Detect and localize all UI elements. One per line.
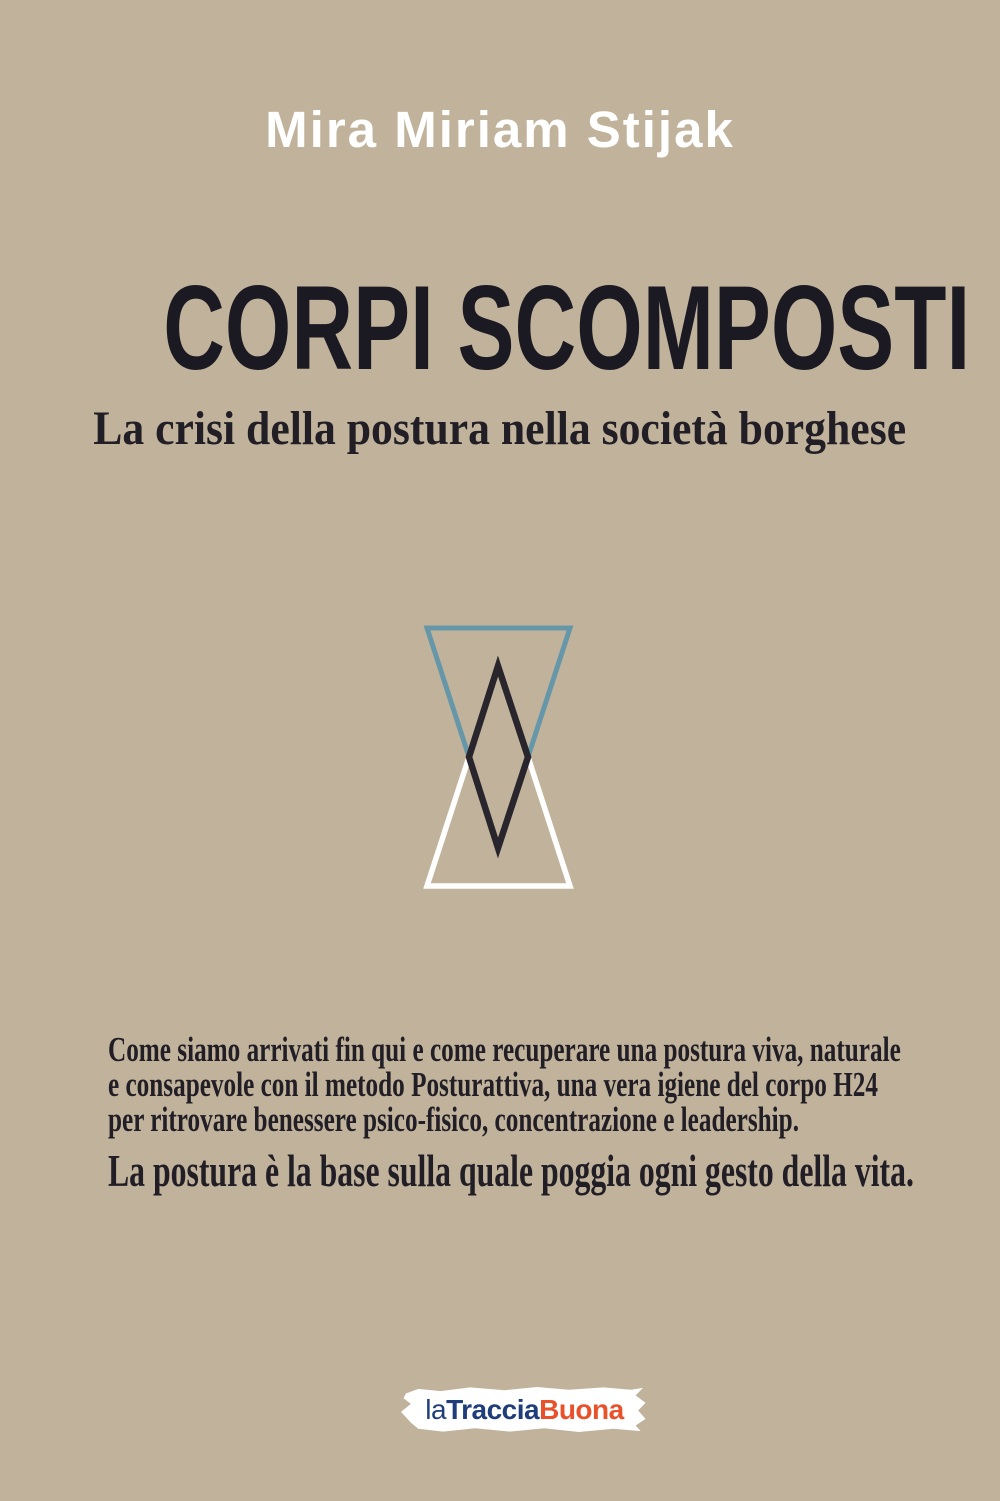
description-line: per ritrovare benessere psico-fisico, concentrazione e leadership. bbox=[108, 1100, 799, 1139]
publisher-name bbox=[401, 1386, 648, 1433]
publisher-name-buona: Buona bbox=[539, 1393, 624, 1425]
publisher-name-traccia: Traccia bbox=[446, 1393, 540, 1425]
hourglass-triangles-logo bbox=[419, 620, 579, 892]
book-subtitle: La crisi della postura nella società borghese bbox=[93, 402, 907, 455]
title-container bbox=[0, 261, 1000, 395]
description-line: e consapevole con il metodo Posturattiva, una vera igiene del corpo H24 bbox=[108, 1065, 878, 1104]
inverted-triangle-shape bbox=[427, 628, 570, 757]
book-title: CORPI SCOMPOSTI bbox=[163, 261, 971, 395]
upright-triangle-shape bbox=[427, 757, 570, 886]
description-paragraph bbox=[108, 1032, 901, 1137]
description-line: Come siamo arrivati fin qui e come recuperare una postura viva, naturale bbox=[108, 1030, 901, 1069]
diamond-shape bbox=[469, 666, 528, 848]
publisher-logo bbox=[401, 1386, 648, 1433]
subtitle-container bbox=[0, 402, 1000, 455]
tagline: La postura è la base sulla quale poggia ogni gesto della vita. bbox=[108, 1145, 914, 1196]
author-name: Mira Miriam Stijak bbox=[265, 101, 735, 158]
publisher-name-la: la bbox=[425, 1393, 447, 1425]
